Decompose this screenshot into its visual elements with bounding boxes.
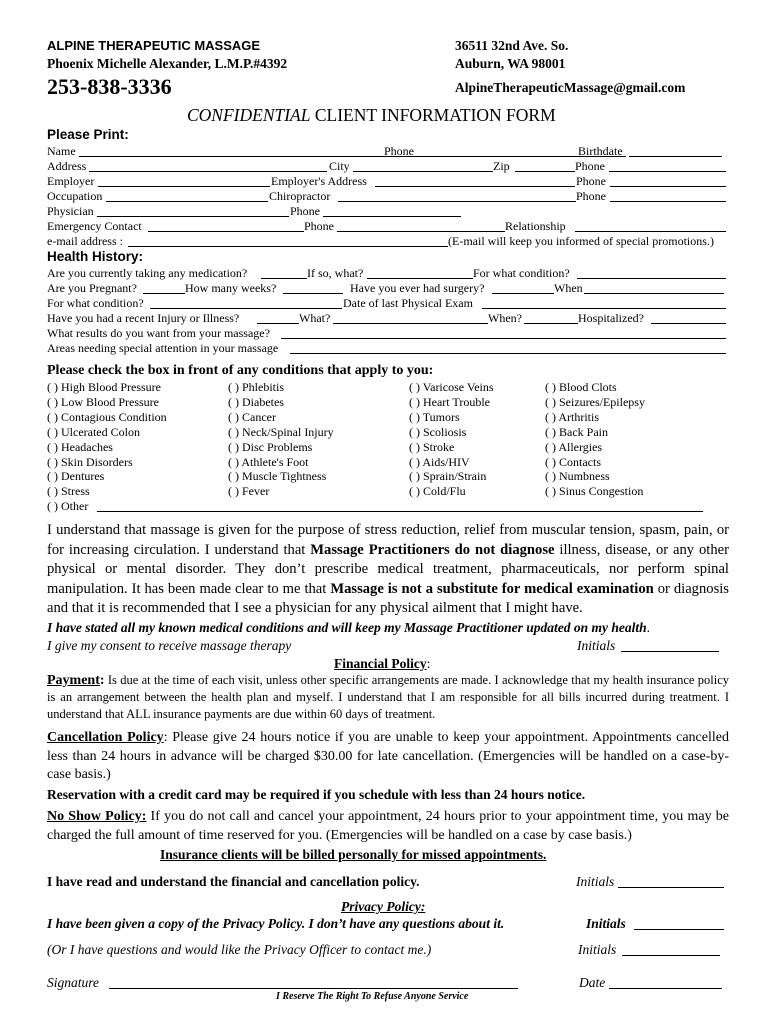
label-last-exam: Date of last Physical Exam [343,296,473,310]
results-field[interactable] [281,326,726,339]
label-city: City [329,159,350,173]
financial-heading-text: Financial Policy [334,656,427,671]
zip-field[interactable] [515,159,575,172]
address-line-2: Auburn, WA 98001 [455,56,566,71]
phone-4-field[interactable] [610,189,726,202]
label-for-what-condition: For what condition? [473,266,570,280]
label-relationship: Relationship [505,219,566,233]
condition-checkbox[interactable]: ( ) Neck/Spinal Injury [228,424,334,439]
row-occupation [47,189,727,204]
no-show-paragraph [47,808,729,845]
condition-checkbox[interactable]: ( ) Aids/HIV [409,454,470,469]
physician-field[interactable] [97,204,289,217]
read-understand: I have read and understand the financial and cancellation policy. [47,874,420,889]
understanding-text-1: I understand that massage is given for the purpose of stress reduction, relief from muscular tension, spasm, pain, or for increasing circulation. I understand that [47,522,729,558]
label-if-so: If so, what? [307,266,364,280]
label-for-what-condition-2: For what condition? [47,296,144,310]
cancellation-label: Cancellation Policy [47,730,164,745]
condition-checkbox[interactable]: ( ) Sinus Congestion [545,484,644,499]
row-address [47,159,727,174]
label-email-address: e-mail address : [47,234,123,248]
label-pregnant: Are you Pregnant? [47,281,137,295]
address-line-1: 36511 32nd Ave. So. [455,38,569,53]
no-show-text: If you do not call and cancel your appointment, 24 hours prior to your appointment time, you may be charged the full amount of time reserved for you. (Emergencies will be handled on a case by case basis.) [47,809,730,843]
condition-checkbox[interactable]: ( ) Cancer [228,409,276,424]
phone-3-field[interactable] [610,174,726,187]
privacy-copy-statement: I have been given a copy of the Privacy Policy. I don’t have any questions about it. [47,916,505,931]
condition-checkbox[interactable]: ( ) Varicose Veins [409,380,494,394]
label-phone-2: Phone [575,159,605,173]
payment-colon: : [99,673,105,688]
phone-5-field[interactable] [323,204,461,217]
areas-field[interactable] [290,341,726,354]
condition-checkbox[interactable]: ( ) Stress [47,484,90,499]
label-how-many-weeks: How many weeks? [185,281,277,295]
understanding-text-3: or diagnosis and that it is recommended that I see a physician for any physical ailment that I might have. [47,580,729,617]
financial-initials-label: Initials [576,874,615,889]
payment-text: Is due at the time of each visit, unless other specific arrangements are made. I acknowledge that my health insurance policy is an arrangement between the health plan and myself. I understand that I am responsible for all bills incurred during treatment. I understand that ALL insurance payments are due within 60 days of treatment. [47,673,729,722]
stated-conditions-text: I have stated all my known medical conditions and will keep my Massage Practitioner updated on my health [47,620,647,635]
label-chiropractor: Chiropractor [269,189,331,203]
cancellation-paragraph [47,729,729,785]
condition-field[interactable] [577,266,726,279]
condition-checkbox[interactable]: ( ) Diabetes [228,394,284,409]
row-injury [47,311,727,326]
birthdate-field[interactable] [629,144,722,157]
email-field[interactable] [128,234,448,247]
weeks-field[interactable] [283,281,343,294]
label-name: Name [47,144,76,158]
condition-checkbox[interactable]: ( ) Back Pain [545,424,608,439]
condition-checkbox[interactable]: ( ) Muscle Tightness [228,469,327,484]
financial-policy-heading [334,655,430,672]
row-areas [47,341,727,356]
condition-checkbox[interactable]: ( ) Disc Problems [228,439,313,454]
label-surgery: Have you ever had surgery? [350,281,485,295]
label-emergency-contact: Emergency Contact [47,219,142,233]
row-employer [47,174,727,189]
label-phone: Phone [384,144,414,158]
label-hospitalized: Hospitalized? [578,311,644,325]
if-so-field[interactable] [367,266,473,279]
email-note: (E-mail will keep you informed of special promotions.) [448,234,714,248]
occupation-field[interactable] [106,189,268,202]
signature-field[interactable] [109,975,518,989]
practitioner-name: Phoenix Michelle Alexander, L.M.P.#4392 [47,56,288,71]
business-email: AlpineTherapeuticMassage@gmail.com [455,80,686,95]
address-field[interactable] [89,159,327,172]
no-show-label: No Show Policy: [47,809,147,824]
label-results: What results do you want from your massage? [47,326,270,340]
label-what: What? [299,311,331,325]
city-field[interactable] [353,159,493,172]
row-medication [47,266,727,281]
cancellation-text: : Please give 24 hours notice if you are unable to keep your appointment. Appointments cancelled less than 24 hours in advance will be charged $30.00 for late cancellation. (Emergencies will be handled on a case-by-case basis.) [47,730,729,783]
label-physician: Physician [47,204,94,218]
date-field[interactable] [609,975,722,989]
privacy-questions-initials-label: Initials [578,942,617,957]
condition-checkbox[interactable]: ( ) Stroke [409,439,455,454]
understanding-bold-1: Massage Practitioners do not diagnose [310,541,555,558]
label-phone-3: Phone [576,174,606,188]
title-confidential: CONFIDENTIAL [187,105,311,125]
reservation-note: Reservation with a credit card may be required if you schedule with less than 24 hours notice. [47,787,586,802]
condition-checkbox[interactable]: ( ) Fever [228,484,270,499]
condition-checkbox[interactable]: ( ) Ulcerated Colon [47,424,140,439]
condition-checkbox[interactable]: ( ) Arthritis [545,409,599,424]
condition-checkbox[interactable]: ( ) Heart Trouble [409,394,490,409]
understanding-text-2: illness, disease, or any other physical or mental disorder. They don’t prescribe medical treatment, pharmaceuticals, nor perform spinal manipulation. It has been made clear to me that [47,541,729,597]
understanding-paragraph [47,521,729,619]
title-rest: CLIENT INFORMATION FORM [310,105,556,125]
form-title [187,104,556,126]
insurance-note: Insurance clients will be billed personally for missed appointments. [160,847,547,862]
privacy-initials-field[interactable] [634,916,724,930]
stated-conditions [47,619,650,636]
date-label: Date [579,975,606,990]
please-print-heading: Please Print: [47,127,129,142]
condition-checkbox[interactable]: ( ) Contagious Condition [47,409,167,424]
payment-paragraph [47,672,729,724]
payment-label: Payment [47,673,100,688]
financial-initials-field[interactable] [618,874,724,888]
conditions-heading: Please check the box in front of any conditions that apply to you: [47,363,434,378]
consent-initials-field[interactable] [621,638,719,652]
financial-heading-colon: : [426,656,431,671]
condition-checkbox[interactable]: ( ) Low Blood Pressure [47,394,159,409]
what-field[interactable] [333,311,488,324]
row-last-exam [47,296,727,311]
condition-checkbox[interactable]: ( ) Numbness [545,469,610,484]
business-name: ALPINE THERAPEUTIC MASSAGE [47,38,261,53]
condition-checkbox[interactable]: ( ) Tumors [409,409,460,424]
label-employers-address: Employer's Address [271,174,367,188]
label-injury: Have you had a recent Injury or Illness? [47,311,240,325]
label-when: When [554,281,583,295]
condition-checkbox[interactable]: ( ) Phlebitis [228,380,284,394]
label-zip: Zip [493,159,510,173]
condition-checkbox[interactable]: ( ) Skin Disorders [47,454,133,469]
business-phone: 253-838-3336 [47,74,172,99]
understanding-bold-2: Massage is not a substitute for medical examination [330,580,654,597]
condition-checkbox[interactable]: ( ) Dentures [47,469,105,484]
label-address: Address [47,159,87,173]
refuse-service-note: I Reserve The Right To Refuse Anyone Service [276,991,469,1002]
row-pregnant [47,281,727,296]
row-emergency-contact [47,219,727,234]
row-other-condition [47,499,727,514]
hospitalized-field[interactable] [651,311,726,324]
last-exam-field[interactable] [482,296,726,309]
condition-checkbox[interactable]: ( ) Scoliosis [409,424,467,439]
label-when-2: When? [488,311,522,325]
condition-2-field[interactable] [150,296,342,309]
condition-checkbox[interactable]: ( ) Allergies [545,439,603,454]
row-physician [47,204,727,219]
when-2-field[interactable] [524,311,578,324]
label-birthdate: Birthdate [578,144,623,158]
label-phone-6: Phone [304,219,334,233]
label-medication: Are you currently taking any medication? [47,266,248,280]
condition-checkbox[interactable]: ( ) Seizures/Epilepsy [545,394,645,409]
label-occupation: Occupation [47,189,103,203]
label-phone-5: Phone [290,204,320,218]
privacy-policy-heading: Privacy Policy: [341,899,426,914]
name-field[interactable] [79,144,433,157]
condition-checkbox[interactable]: ( ) Blood Clots [545,380,617,394]
label-phone-4: Phone [576,189,606,203]
condition-other[interactable]: ( ) Other [47,499,89,513]
row-email [47,234,727,249]
stated-conditions-period: . [646,620,651,635]
phone-2-field[interactable] [609,159,726,172]
label-employer: Employer [47,174,95,188]
health-history-heading: Health History: [47,249,144,264]
give-consent: I give my consent to receive massage therapy [47,638,292,653]
condition-checkbox[interactable]: ( ) Sprain/Strain [409,469,487,484]
privacy-questions-statement: (Or I have questions and would like the Privacy Officer to contact me.) [47,942,432,957]
pregnant-field[interactable] [143,281,185,294]
when-field[interactable] [584,281,724,294]
row-name [47,144,727,159]
condition-checkbox[interactable]: ( ) Cold/Flu [409,484,466,499]
privacy-questions-initials-field[interactable] [622,942,720,956]
phone-6-field[interactable] [337,219,505,232]
condition-checkbox[interactable]: ( ) Contacts [545,454,601,469]
employers-address-field[interactable] [375,174,575,187]
row-results [47,326,727,341]
condition-checkbox[interactable]: ( ) High Blood Pressure [47,380,161,394]
injury-field[interactable] [257,311,299,324]
consent-initials-label: Initials [577,638,616,653]
chiropractor-field[interactable] [338,189,576,202]
condition-checkbox[interactable]: ( ) Athlete's Foot [228,454,309,469]
employer-field[interactable] [98,174,270,187]
condition-checkbox[interactable]: ( ) Headaches [47,439,113,454]
label-areas: Areas needing special attention in your massage [47,341,279,355]
signature-label: Signature [47,975,99,990]
other-condition-field[interactable] [97,499,703,512]
surgery-field[interactable] [492,281,554,294]
relationship-field[interactable] [575,219,726,232]
emergency-contact-field[interactable] [148,219,304,232]
medication-field[interactable] [261,266,307,279]
privacy-initials-label: Initials [586,916,626,931]
